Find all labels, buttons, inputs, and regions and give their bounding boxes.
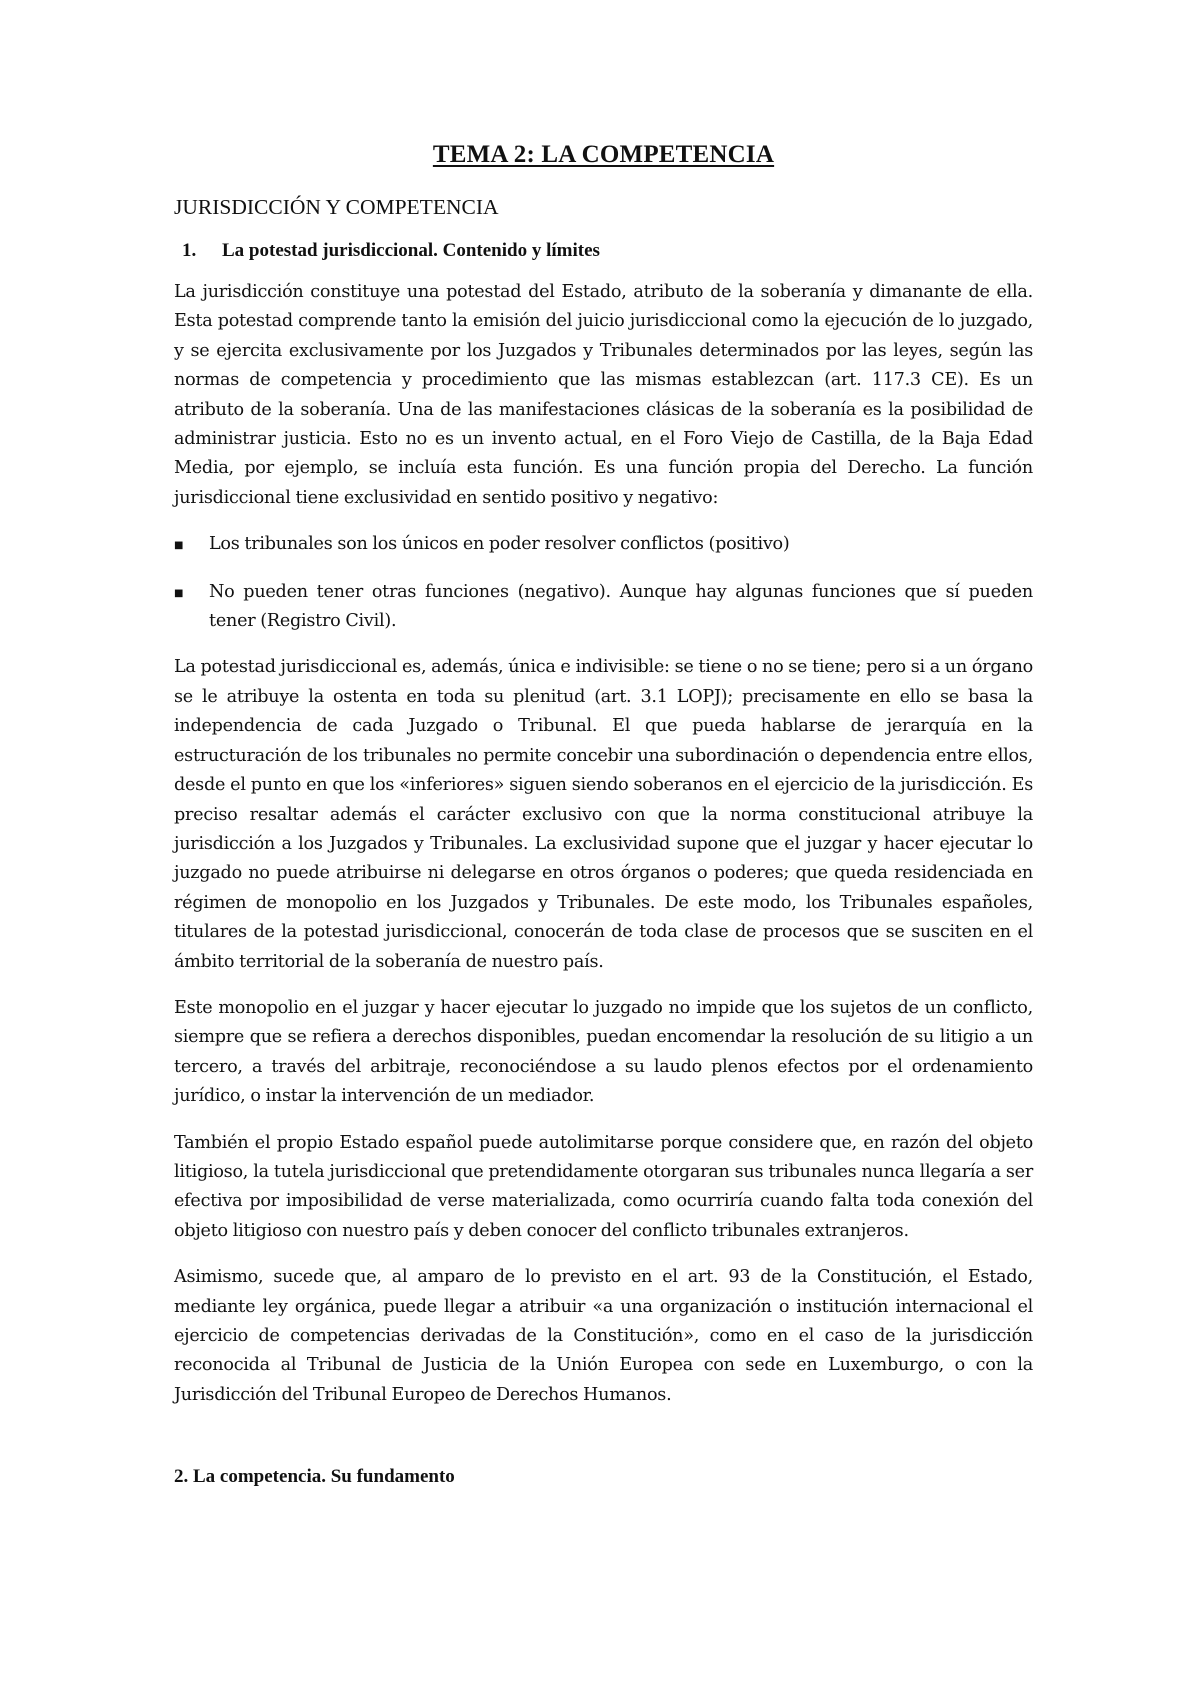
square-bullet-icon: ■ [174, 587, 184, 599]
list-item [174, 578, 1033, 637]
document-page [174, 138, 1033, 1511]
bullet-list [174, 530, 1033, 636]
subsection-2-heading: 2. La competencia. Su fundamento [174, 1466, 455, 1488]
paragraph-1: La jurisdicción constituye una potestad del Estado, atributo de la soberanía y dimanante de ella. Esta potestad comprende tanto la emisión del juicio jurisdiccional como la ejecución de lo juzgado, y se ejercita exclusivamente por los Juzgados y Tribunales determinados por las leyes, según las normas de competencia y procedimiento que las mismas establezcan (art. 117.3 CE). Es un atributo de la soberanía. Una de las manifestaciones clásicas de la soberanía es la posibilidad de administrar justicia. Esto no es un invento actual, en el Foro Viejo de Castilla, de la Baja Edad Media, por ejemplo, se incluía esta función. Es una función propia del Derecho. La función jurisdiccional tiene exclusividad en sentido positivo y negativo: [174, 282, 1033, 508]
paragraph-2: La potestad jurisdiccional es, además, única e indivisible: se tiene o no se tiene; pero si a un órgano se le atribuye la ostenta en toda su plenitud (art. 3.1 LOPJ); precisamente en ello se basa la independencia de cada Juzgado o Tribunal. El que pueda hablarse de jerarquía en la estructuración de los tribunales no permite concebir una subordinación o dependencia entre ellos, desde el punto en que los «inferiores» siguen siendo soberanos en el ejercicio de la jurisdicción. Es preciso resaltar además el carácter exclusivo con que la norma constitucional atribuye la jurisdicción a los Juzgados y Tribunales. La exclusividad supone que el juzgar y hacer ejecutar lo juzgado no puede atribuirse ni delegarse en otros órganos o poderes; que queda residenciada en régimen de monopolio en los Juzgados y Tribunales. De este modo, los Tribunales españoles, titulares de la potestad jurisdiccional, conocerán de toda clase de procesos que se susciten en el ámbito territorial de la soberanía de nuestro país. [174, 657, 1033, 972]
document-title: TEMA 2: LA COMPETENCIA [432, 141, 775, 168]
section-heading: JURISDICCIÓN Y COMPETENCIA [174, 195, 499, 219]
bullet-text-1: Los tribunales son los únicos en poder resolver conflictos (positivo) [209, 534, 790, 555]
paragraph-5: Asimismo, sucede que, al amparo de lo previsto en el art. 93 de la Constitución, el Estado, mediante ley orgánica, puede llegar a atribuir «a una organización o institución internacional el ejercicio de competencias derivadas de la Constitución», como en el caso de la jurisdicción reconocida al Tribunal de Justicia de la Unión Europea con sede en Luxemburgo, o con la Jurisdicción del Tribunal Europeo de Derechos Humanos. [174, 1267, 1033, 1405]
subsection-1-number: 1. [182, 240, 197, 261]
subsection-1-heading [174, 236, 1033, 266]
square-bullet-icon: ■ [174, 540, 184, 552]
paragraph-4: También el propio Estado español puede autolimitarse porque considere que, en razón del objeto litigioso, la tutela jurisdiccional que pretendidamente otorgaran sus tribunales nunca llegaría a ser efectiva por imposibilidad de verse materializada, como ocurriría cuando falta toda conexión del objeto litigioso con nuestro país y deben conocer del conflicto tribunales extranjeros. [174, 1132, 1033, 1241]
bullet-text-2: No pueden tener otras funciones (negativo). Aunque hay algunas funciones que sí pueden tener (Registro Civil). [209, 581, 1033, 632]
subsection-1-title: La potestad jurisdiccional. Contenido y límites [222, 240, 600, 261]
list-item [174, 530, 1033, 560]
paragraph-3: Este monopolio en el juzgar y hacer ejecutar lo juzgado no impide que los sujetos de un conflicto, siempre que se refiera a derechos disponibles, puedan encomendar la resolución de su litigio a un tercero, a través del arbitraje, reconociéndose a su laudo plenos efectos por el ordenamiento jurídico, o instar la intervención de un mediador. [174, 997, 1033, 1107]
